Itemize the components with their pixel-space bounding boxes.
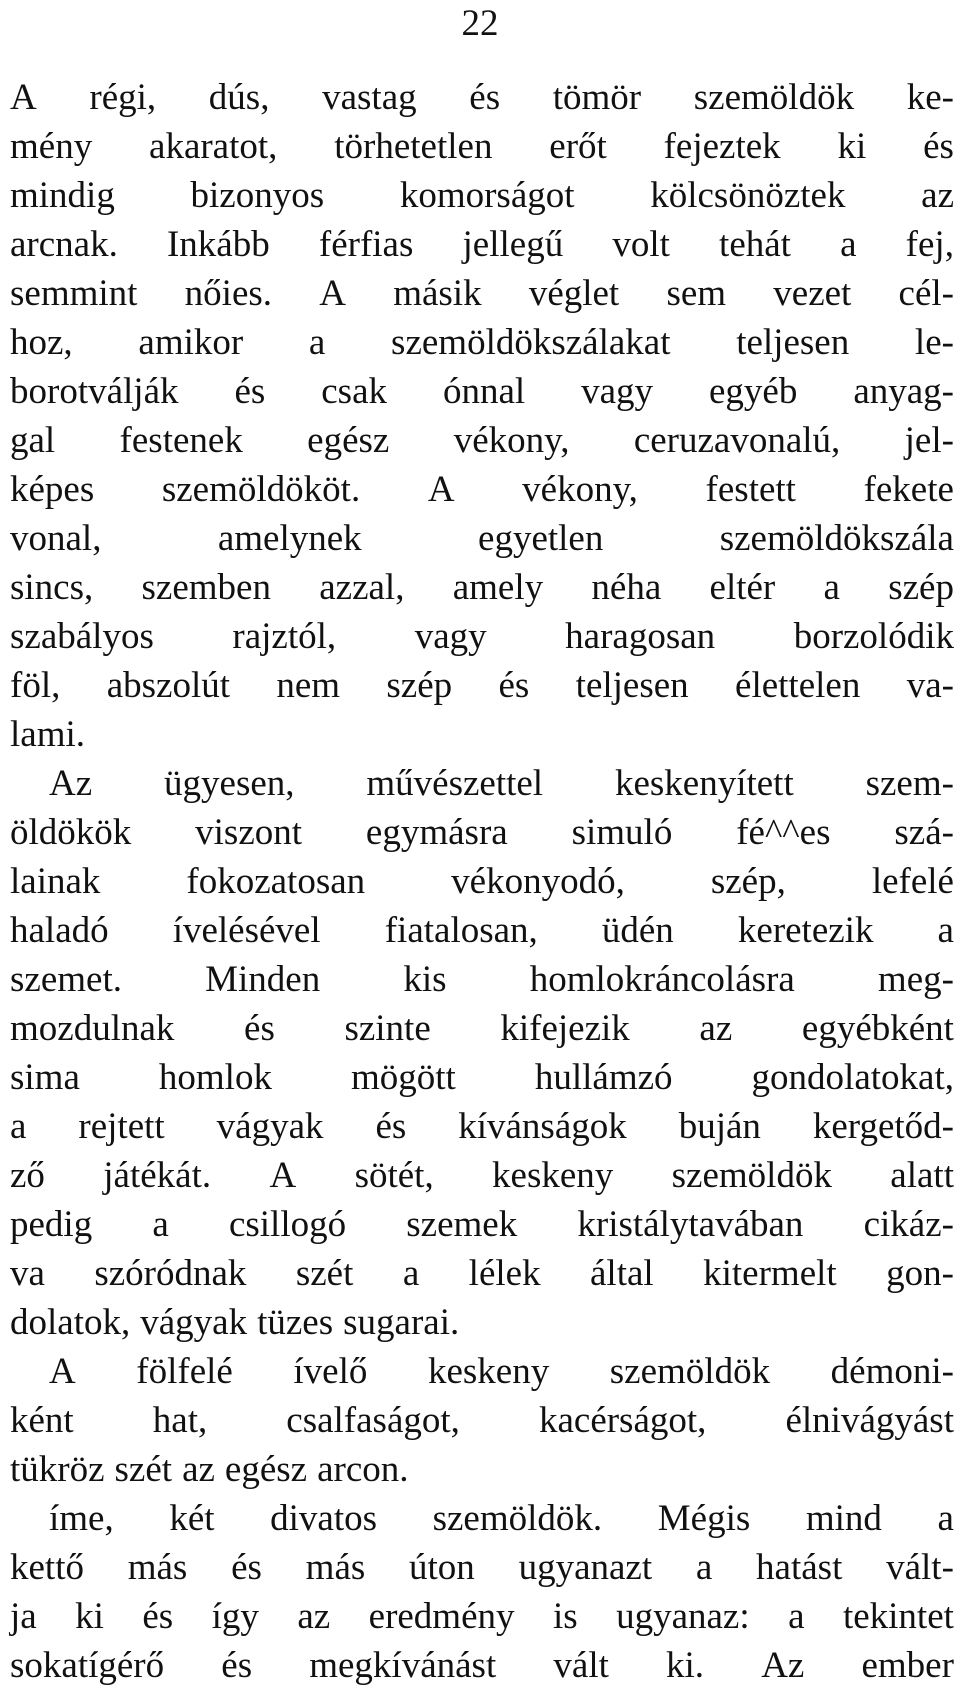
word: Mégis [657, 1498, 751, 1539]
word: vált- [886, 1547, 954, 1588]
word: alatt [890, 1155, 954, 1196]
word: játékát. [103, 1155, 212, 1196]
word: kitermelt [703, 1253, 837, 1294]
word: keskenyített [614, 763, 794, 804]
word: amelynek [217, 518, 362, 559]
word: le- [914, 322, 954, 363]
word: fé^^es [736, 812, 831, 853]
word: viszont [195, 812, 303, 853]
text-line [10, 808, 954, 857]
word: sötét, [354, 1155, 434, 1196]
word: meg- [877, 959, 954, 1000]
word: vált [553, 1645, 609, 1686]
word: és [221, 1645, 253, 1686]
word: szét [114, 1449, 173, 1490]
word: vastag [322, 77, 417, 118]
text-line [10, 220, 954, 269]
word: kergetőd- [812, 1106, 954, 1147]
word: kacérságot, [538, 1400, 707, 1441]
word: A [427, 469, 455, 510]
text-line [10, 1249, 954, 1298]
word: fejeztek [663, 126, 781, 167]
word: borzolódik [793, 616, 954, 657]
word: mind [805, 1498, 882, 1539]
word: ügyesen, [164, 763, 295, 804]
word: tüzes [257, 1302, 334, 1343]
word: kis [403, 959, 447, 1000]
word: másik [393, 273, 482, 314]
word: élettelen [735, 665, 861, 706]
word: haragosan [565, 616, 716, 657]
word: ja [10, 1596, 37, 1637]
text-line [10, 661, 954, 710]
word: hat, [152, 1400, 208, 1441]
word: kölcsönöztek [650, 175, 846, 216]
word: a [788, 1596, 805, 1637]
word: törhetetlen [334, 126, 493, 167]
text-line [10, 710, 954, 759]
word: kívánságok [458, 1106, 627, 1147]
text-line [10, 1347, 954, 1396]
word: mindig [10, 175, 115, 216]
word: kristálytavában [577, 1204, 804, 1245]
word: ónnal [442, 371, 526, 412]
word: így [211, 1596, 259, 1637]
word: vékonyodó, [451, 861, 625, 902]
word: sincs, [10, 567, 94, 608]
word: kifejezik [500, 1008, 630, 1049]
word: sem [666, 273, 727, 314]
word: homlok [158, 1057, 272, 1098]
word: férfias [318, 224, 414, 265]
word: élnivágyást [785, 1400, 954, 1441]
word: más [305, 1547, 366, 1588]
word: két [169, 1498, 215, 1539]
word: tükröz [10, 1449, 105, 1490]
text-line [10, 612, 954, 661]
word: a [937, 1498, 954, 1539]
text-line [10, 465, 954, 514]
word: a [823, 567, 840, 608]
text-line [10, 318, 954, 367]
word: szemöldököt. [161, 469, 361, 510]
word: amikor [138, 322, 244, 363]
word: szem- [865, 763, 954, 804]
word: ugyanazt [518, 1547, 653, 1588]
body-text [10, 73, 954, 1690]
word: sokatígérő [10, 1645, 165, 1686]
word: ívelésével [172, 910, 321, 951]
word: A [319, 273, 346, 314]
word: mény [10, 126, 93, 167]
word: ki [75, 1596, 104, 1637]
word: csillogó [228, 1204, 347, 1245]
word: föl, [10, 665, 61, 706]
word: vágyak [216, 1106, 324, 1147]
word: gal [10, 420, 56, 461]
word: arcon. [317, 1449, 409, 1490]
text-line [10, 1298, 954, 1347]
word: szinte [344, 1008, 431, 1049]
word: simuló [571, 812, 673, 853]
word: sugarai. [343, 1302, 460, 1343]
word: amely [452, 567, 544, 608]
word: jellegű [462, 224, 564, 265]
word: szemöldök [671, 1155, 832, 1196]
word: vonal, [10, 518, 102, 559]
word: cikáz- [863, 1204, 954, 1245]
word: régi, [89, 77, 157, 118]
word: a [840, 224, 857, 265]
word: A [49, 1351, 76, 1392]
word: bizonyos [190, 175, 325, 216]
text-line [10, 416, 954, 465]
word: fokozatosan [186, 861, 366, 902]
word: ívelő [293, 1351, 368, 1392]
word: erőt [549, 126, 607, 167]
text-line [10, 1396, 954, 1445]
word: dolatok, [10, 1302, 131, 1343]
word: hoz, [10, 322, 73, 363]
word: egyetlen [478, 518, 604, 559]
word: tömör [552, 77, 642, 118]
word: hullámzó [534, 1057, 673, 1098]
word: eredmény [368, 1596, 515, 1637]
text-line [10, 759, 954, 808]
word: ugyanaz: [616, 1596, 750, 1637]
word: fekete [863, 469, 954, 510]
word: jel- [904, 420, 954, 461]
word: más [127, 1547, 188, 1588]
word: szemben [141, 567, 271, 608]
text-line [10, 1102, 954, 1151]
word: öldökök [10, 812, 132, 853]
word: vágyak [140, 1302, 248, 1343]
word: a [152, 1204, 169, 1245]
word: keskeny [492, 1155, 614, 1196]
word: buján [678, 1106, 761, 1147]
word: és [244, 1008, 275, 1049]
text-line [10, 1592, 954, 1641]
word: a [695, 1547, 713, 1588]
word: az [182, 1449, 215, 1490]
text-line [10, 514, 954, 563]
text-line [10, 1151, 954, 1200]
word: Az [761, 1645, 805, 1686]
word: szemet. [10, 959, 122, 1000]
word: lainak [10, 861, 101, 902]
word: az [699, 1008, 733, 1049]
word: szemöldök [609, 1351, 771, 1392]
word: vékony, [453, 420, 570, 461]
text-line [10, 1053, 954, 1102]
word: a [937, 910, 954, 951]
word: dús, [208, 77, 270, 118]
word: Az [49, 763, 93, 804]
word: szóródnak [94, 1253, 247, 1294]
page-number: 22 [461, 3, 499, 44]
word: va [10, 1253, 45, 1294]
word: fiatalosan, [384, 910, 538, 951]
word: haladó [10, 910, 109, 951]
word: és [375, 1106, 407, 1147]
word: vagy [414, 616, 487, 657]
word: egész [224, 1449, 308, 1490]
word: rejtett [78, 1106, 165, 1147]
text-line [10, 1494, 954, 1543]
word: nem [276, 665, 341, 706]
word: a [308, 322, 326, 363]
word: szép [386, 665, 453, 706]
word: vékony, [522, 469, 638, 510]
word: ki. [666, 1645, 705, 1686]
word: ke- [906, 77, 954, 118]
word: teljesen [575, 665, 689, 706]
word: divatos [270, 1498, 378, 1539]
text-line [10, 367, 954, 416]
word: pedig [10, 1204, 93, 1245]
word: úton [409, 1547, 475, 1588]
word: is [552, 1596, 578, 1637]
word: és [498, 665, 530, 706]
word: eltér [709, 567, 776, 608]
text-line [10, 1543, 954, 1592]
word: véglet [528, 273, 620, 314]
word: által [590, 1253, 654, 1294]
word: arcnak. [10, 224, 118, 265]
word: kettő [10, 1547, 84, 1588]
word: és [231, 1547, 262, 1588]
word: vezet [773, 273, 852, 314]
word: volt [612, 224, 670, 265]
text-line [10, 1200, 954, 1249]
text-line [10, 906, 954, 955]
word: néha [591, 567, 662, 608]
word: ző [10, 1155, 45, 1196]
word: csalfaságot, [286, 1400, 460, 1441]
text-line [10, 73, 954, 122]
word: gon- [886, 1253, 954, 1294]
word: szemöldökszála [719, 518, 954, 559]
word: egyébként [801, 1008, 954, 1049]
word: az [921, 175, 954, 216]
word: A [10, 77, 37, 118]
word: képes [10, 469, 95, 510]
word: egyéb [709, 371, 798, 412]
word: íme, [49, 1498, 114, 1539]
text-line [10, 171, 954, 220]
text-line [10, 1004, 954, 1053]
text-line [10, 955, 954, 1004]
word: lami. [10, 714, 86, 755]
word: A [269, 1155, 297, 1196]
word: egész [307, 420, 390, 461]
word: borotválják [10, 371, 179, 412]
word: komorságot [399, 175, 575, 216]
word: és [234, 371, 266, 412]
word: gondolatokat, [751, 1057, 954, 1098]
word: szemöldök. [432, 1498, 603, 1539]
word: a [10, 1106, 27, 1147]
text-line [10, 122, 954, 171]
word: mozdulnak [10, 1008, 175, 1049]
word: démoni- [830, 1351, 954, 1392]
word: Minden [205, 959, 321, 1000]
text-line [10, 563, 954, 612]
word: tehát [719, 224, 791, 265]
word: nőies. [184, 273, 273, 314]
word: keretezik [737, 910, 874, 951]
word: vagy [581, 371, 654, 412]
word: fölfelé [136, 1351, 233, 1392]
word: va- [906, 665, 954, 706]
word: rajztól, [232, 616, 337, 657]
word: megkívánást [309, 1645, 497, 1686]
word: szabályos [10, 616, 154, 657]
word: tekintet [842, 1596, 954, 1637]
word: szemöldökszálakat [391, 322, 671, 363]
word: ként [10, 1400, 74, 1441]
text-line [10, 857, 954, 906]
word: azzal, [319, 567, 405, 608]
word: lefelé [871, 861, 954, 902]
word: sima [10, 1057, 80, 1098]
word: Inkább [166, 224, 270, 265]
word: akaratot, [149, 126, 278, 167]
text-line [10, 269, 954, 318]
word: szemöldök [693, 77, 855, 118]
word: és [469, 77, 501, 118]
word: semmint [10, 273, 138, 314]
word: és [142, 1596, 174, 1637]
word: keskeny [427, 1351, 550, 1392]
text-line [10, 1445, 954, 1494]
word: művészettel [366, 763, 544, 804]
word: szét [295, 1253, 354, 1294]
word: szép [888, 567, 954, 608]
word: a [402, 1253, 420, 1294]
word: szép, [710, 861, 786, 902]
word: teljesen [736, 322, 850, 363]
text-line [10, 1641, 954, 1690]
word: szemek [406, 1204, 518, 1245]
word: fej, [905, 224, 954, 265]
word: egymásra [365, 812, 508, 853]
word: szá- [894, 812, 954, 853]
word: lélek [468, 1253, 541, 1294]
word: üdén [601, 910, 674, 951]
word: homlokráncolásra [529, 959, 795, 1000]
word: mögött [350, 1057, 456, 1098]
word: festett [705, 469, 796, 510]
word: ember [861, 1645, 954, 1686]
word: és [923, 126, 954, 167]
word: abszolút [106, 665, 231, 706]
word: az [297, 1596, 331, 1637]
word: ceruzavonalú, [633, 420, 841, 461]
word: anyag- [853, 371, 954, 412]
word: hatást [756, 1547, 843, 1588]
word: ki [837, 126, 867, 167]
word: festenek [119, 420, 243, 461]
word: cél- [898, 273, 954, 314]
word: csak [321, 371, 387, 412]
